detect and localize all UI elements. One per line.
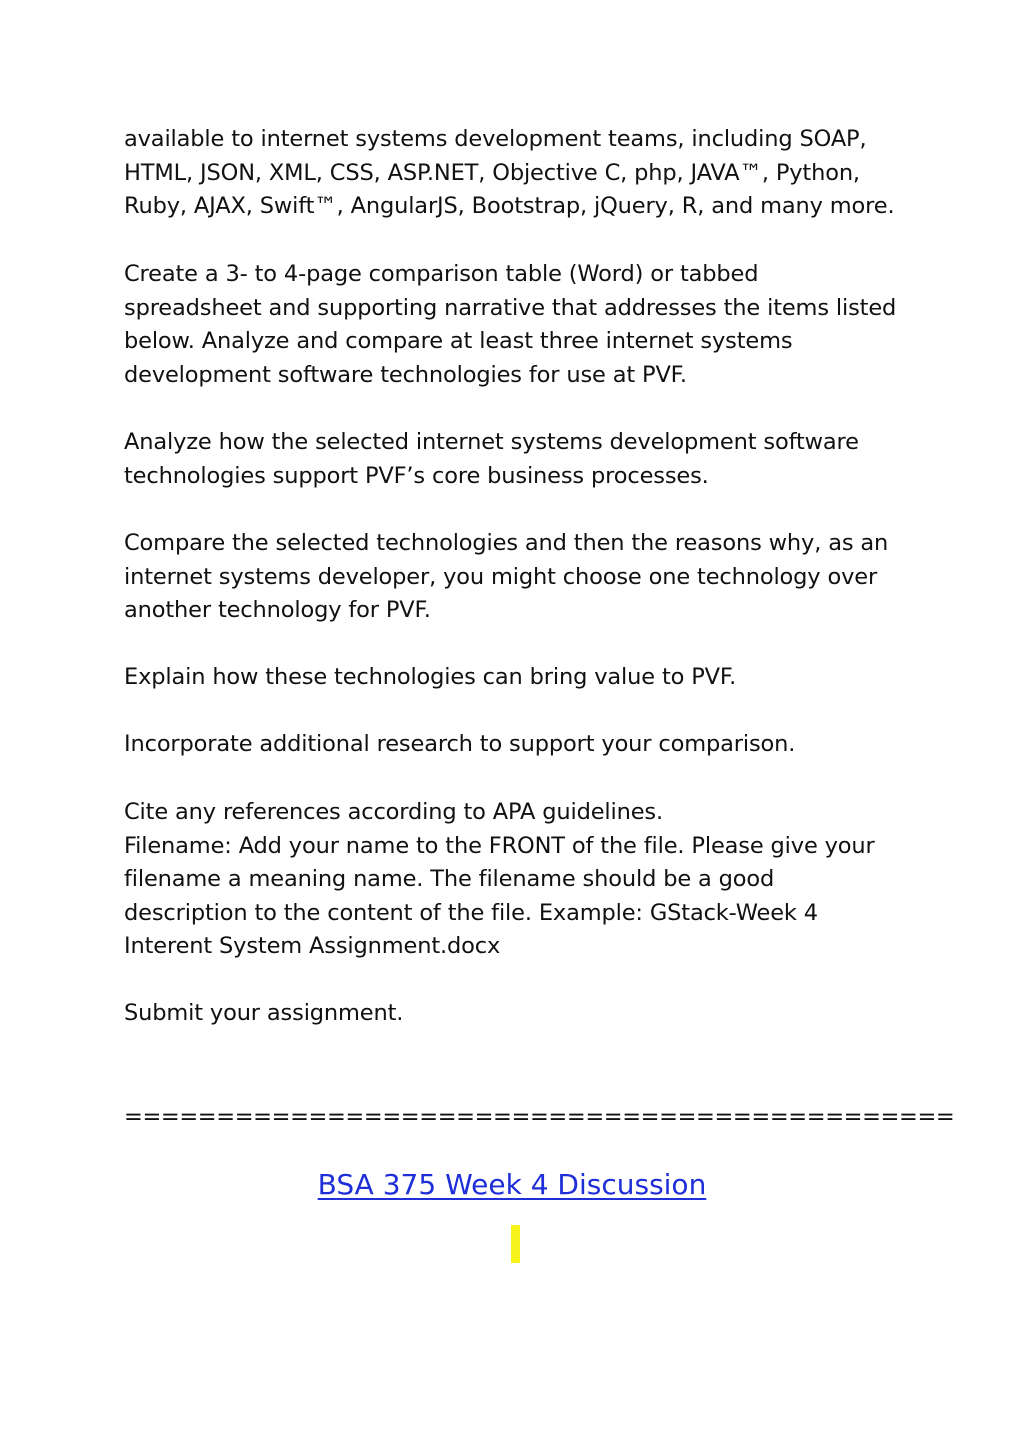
paragraph-line: Interent System Assignment.docx xyxy=(124,933,501,960)
paragraph-line: development software technologies for use at PVF. xyxy=(124,361,687,388)
paragraph-analyze xyxy=(124,426,914,493)
yellow-text-cursor-marker xyxy=(511,1225,520,1263)
paragraph-line: Compare the selected technologies and then the reasons why, as an xyxy=(124,530,889,556)
equals-divider: ============================================= xyxy=(124,1104,955,1130)
paragraph-cite-filename xyxy=(124,796,914,964)
paragraph-line: Analyze how the selected internet systems development software xyxy=(124,429,859,455)
paragraph-create-table xyxy=(124,258,914,392)
paragraph-line: internet systems developer, you might choose one technology over xyxy=(124,563,878,590)
paragraph-line: Incorporate additional research to support your comparison. xyxy=(124,731,796,757)
paragraph-line: Submit your assignment. xyxy=(124,1000,404,1026)
paragraph-compare xyxy=(124,527,914,628)
paragraph-line: HTML, JSON, XML, CSS, ASP.NET, Objective C, php, JAVA™, Python, xyxy=(124,159,860,186)
paragraph-research xyxy=(124,728,914,762)
paragraph-line: Filename: Add your name to the FRONT of the file. Please give your xyxy=(124,832,875,859)
paragraph-line: technologies support PVF’s core business processes. xyxy=(124,462,709,489)
paragraph-explain xyxy=(124,661,914,695)
bsa-375-week-4-discussion-link[interactable]: BSA 375 Week 4 Discussion xyxy=(317,1168,707,1201)
paragraph-line: description to the content of the file. Example: GStack-Week 4 xyxy=(124,899,818,926)
paragraph-line: Explain how these technologies can bring value to PVF. xyxy=(124,664,737,690)
paragraph-line: spreadsheet and supporting narrative that addresses the items listed xyxy=(124,294,897,321)
paragraph-line: filename a meaning name. The filename should be a good xyxy=(124,866,775,893)
paragraph-submit xyxy=(124,997,914,1031)
paragraph-line: another technology for PVF. xyxy=(124,597,431,624)
paragraph-line: available to internet systems development teams, including SOAP, xyxy=(124,126,867,152)
paragraph-technologies-list xyxy=(124,123,914,224)
paragraph-line: Create a 3- to 4-page comparison table (Word) or tabbed xyxy=(124,261,759,287)
paragraph-line: below. Analyze and compare at least three internet systems xyxy=(124,328,793,355)
paragraph-line: Cite any references according to APA guidelines. xyxy=(124,799,663,825)
paragraph-line: Ruby, AJAX, Swift™, AngularJS, Bootstrap, jQuery, R, and many more. xyxy=(124,193,895,220)
